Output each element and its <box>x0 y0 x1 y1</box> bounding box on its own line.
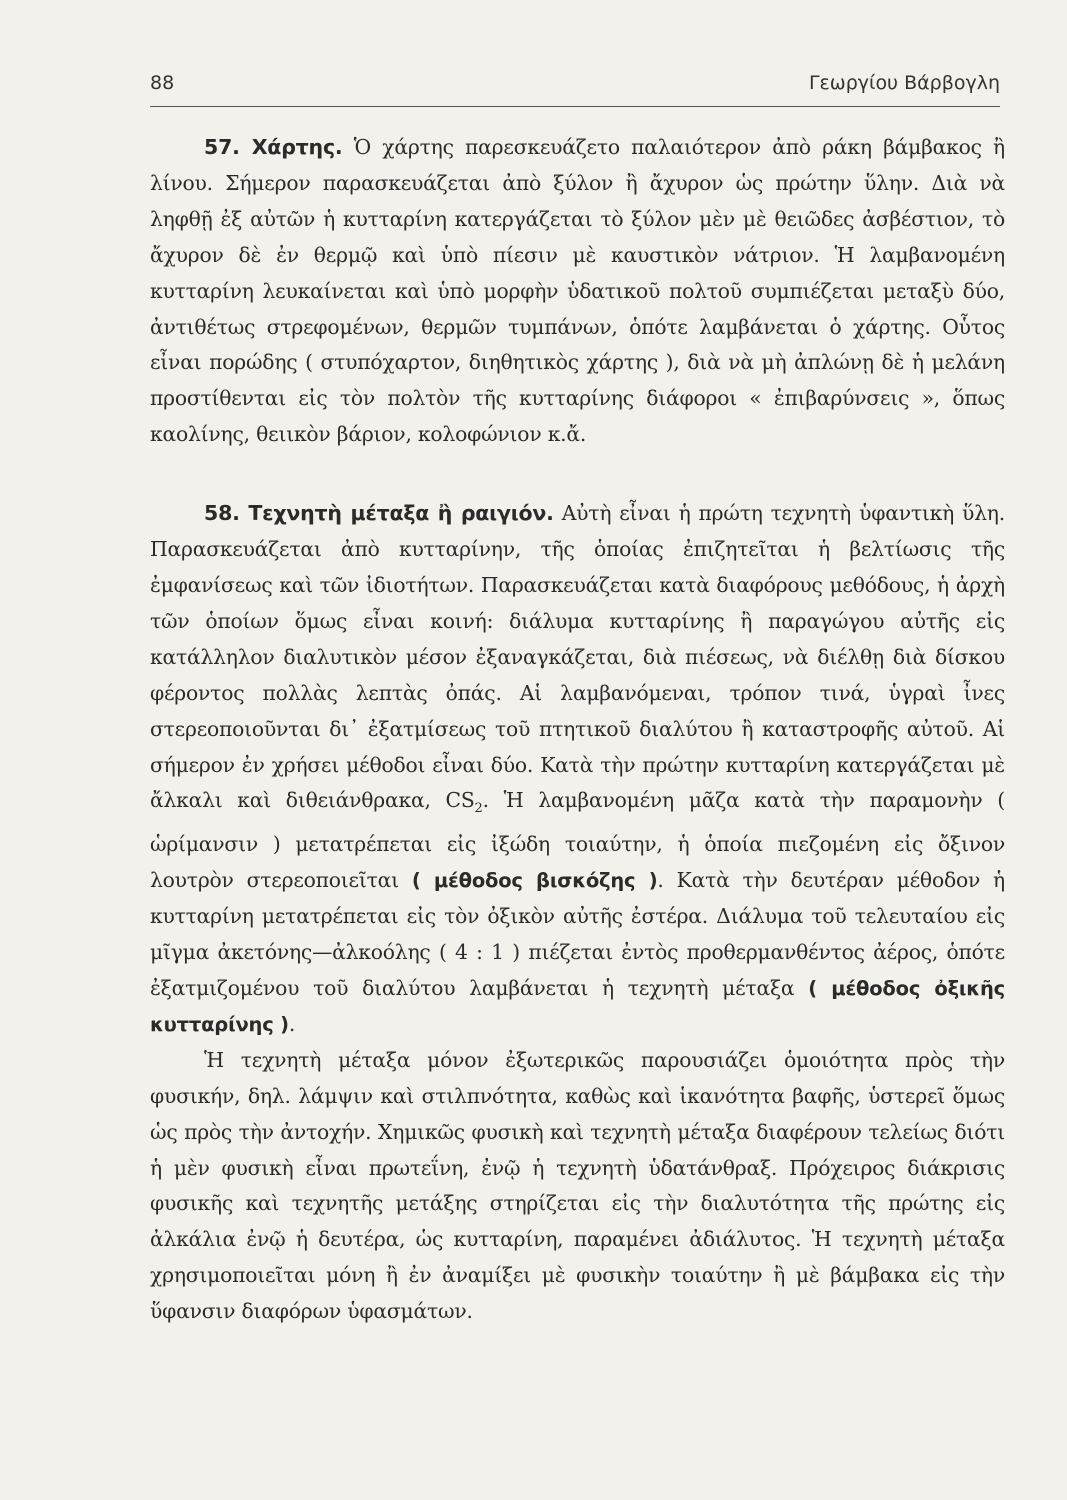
silk-comparison-paragraph: Ἡ τεχνητὴ μέταξα μόνον ἐξωτερικῶς παρουσιάζει ὁμοιότητα πρὸς τὴν φυσικήν, δηλ. λάμψιν καὶ στιλπνότητα, καθὼς καὶ ἱκανότητα βαφῆς, ὑστερεῖ ὅμως ὡς πρὸς τὴν ἀντοχήν. Χημικῶς φυσικὴ καὶ τεχνητὴ μέταξα διαφέρουν τελείως διότι ἡ μὲν φυσικὴ εἶναι πρωτεΐνη, ἐνῷ ἡ τεχνητὴ ὑδατάνθραξ. Πρόχειρος διάκρισις φυσικῆς καὶ τεχνητῆς μετάξης στηρίζεται εἰς τὴν διαλυτότητα τῆς πρώτης εἰς ἀλκάλια ἐνῷ ἡ δευτέρα, ὡς κυτταρίνη, παραμένει ἀδιάλυτος. Ἡ τεχνητὴ μέταξα χρησιμοποιεῖται μόνη ἢ ἐν ἀναμίξει μὲ φυσικὴν τοιαύτην ἢ μὲ βάμβακα εἰς τὴν ὕφανσιν διαφόρων ὑφασμάτων. <box>150 1047 1005 1324</box>
cs2-subscript: 2 <box>474 801 483 817</box>
running-head: Γεωργίου Βάρβογλη <box>808 72 1000 94</box>
section-58-text-c: . Κατὰ τὴν δευτέραν μέθοδον ἡ κυτταρίνη μετατρέπεται εἰς τὸν ὀξικὸν αὐτῆς ἐστέρα. Διάλυμα τοῦ τελευταίου εἰς μῖγμα ἀκετόνης—ἀλκοόλης ( 4 : 1 ) πιέζεται ἐντὸς προθερμανθέντος ἀέρος, ὁπότε ἐξατμιζομένου τοῦ διαλύτου λαμβάνεται ἡ τεχνητὴ μέταξα <box>150 868 1006 1000</box>
section-58-text-a: Αὐτὴ εἶναι ἡ πρώτη τεχνητὴ ὑφαντικὴ ὕλη. Παρασκευάζεται ἀπὸ κυτταρίνην, τῆς ὁποίας ἐπιζητεῖται ἡ βελτίωσις τῆς ἐμφανίσεως καὶ τῶν ἰδιοτήτων. Παρασκευάζεται κατὰ διαφόρους μεθόδους, ἡ ἀρχὴ τῶν ὁποίων ὅμως εἶναι κοινή: διάλυμα κυτταρίνης ἢ παραγώγου αὐτῆς εἰς κατάλληλον διαλυτικὸν μέσον ἐξαναγκάζεται, διὰ πιέσεως, νὰ διέλθῃ διὰ δίσκου φέροντος πολλὰς λεπτὰς ὀπάς. Αἱ λαμβανόμεναι, τρόπον τινά, ὑγραὶ ἶνες στερεοποιοῦνται δι᾽ ἐξατμίσεως τοῦ πτητικοῦ διαλύτου ἢ καταστροφῆς αὐτοῦ. Αἱ σήμερον ἐν χρήσει μέθοδοι εἶναι δύο. Κατὰ τὴν πρώτην κυτταρίνη κατεργάζεται μὲ ἄλκαλι καὶ διθειάνθρακα, CS <box>150 501 1005 813</box>
section-57-paragraph <box>150 130 1005 453</box>
header-rule <box>150 106 1000 107</box>
section-58-paragraph <box>150 496 1005 1043</box>
page-header <box>150 66 1000 106</box>
section-58-text-d: . <box>288 1011 296 1036</box>
acetate-method-label: ( μέθοδος ὀξικῆς κυτταρίνης ) <box>150 976 1006 1036</box>
section-58-heading: 58. Τεχνητὴ μέταξα ἢ ραιγιόν. <box>204 501 554 526</box>
section-57-text: Ὁ χάρτης παρεσκευάζετο παλαιότερον ἀπὸ ράκη βάμβακος ἢ λίνου. Σήμερον παρασκευάζεται ἀπὸ ξύλον ἢ ἄχυρον ὡς πρώτην ὕλην. Διὰ νὰ ληφθῇ ἐξ αὐτῶν ἡ κυτταρίνη κατεργάζεται τὸ ξύλον μὲν μὲ θειῶδες ἀσβέστιον, τὸ ἄχυρον δὲ ἐν θερμῷ καὶ ὑπὸ πίεσιν μὲ καυστικὸν νάτριον. Ἡ λαμβανομένη κυτταρίνη λευκαίνεται καὶ ὑπὸ μορφὴν ὑδατικοῦ πολτοῦ συμπιέζεται μεταξὺ δύο, ἀντιθέτως στρεφομένων, θερμῶν τυμπάνων, ὁπότε λαμβάνεται ὁ χάρτης. Οὗτος εἶναι πορώδης ( στυπόχαρτον, διηθητικὸς χάρτης ), διὰ νὰ μὴ ἀπλώνῃ δὲ ἡ μελάνη προστίθενται εἰς τὸν πολτὸν τῆς κυτταρίνης διάφοροι « ἐπιβαρύνσεις », ὅπως καολίνης, θειικὸν βάριον, κολοφώνιον κ.ἄ. <box>150 135 1005 447</box>
page-number: 88 <box>150 72 175 94</box>
page-body <box>150 130 1005 1330</box>
section-58-text-b: . Ἡ λαμβανομένη μᾶζα κατὰ τὴν παραμονὴν ( ὡρίμανσιν ) μετατρέπεται εἰς ἰξώδη τοιαύτην, ἡ ὁποία πιεζομένη εἰς ὄξινον λουτρὸν στερεοποιεῖται <box>150 788 1005 893</box>
viscose-method-label: ( μέθοδος βισκόζης ) <box>411 869 658 893</box>
section-57-heading: 57. Χάρτης. <box>204 135 343 159</box>
